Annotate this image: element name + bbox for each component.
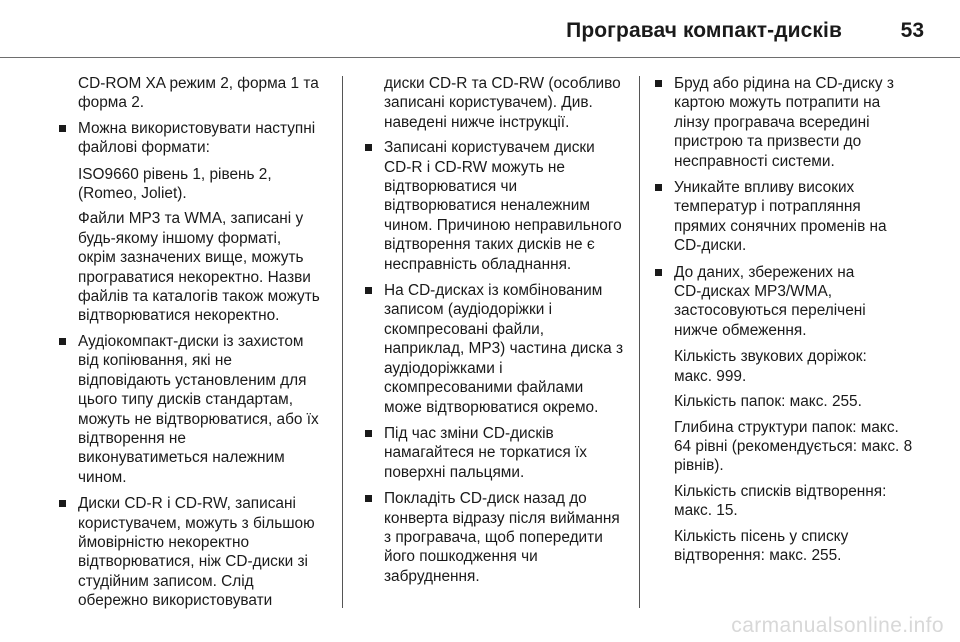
text-line: його пошкодження чи <box>384 548 538 566</box>
text-line: температур і потрапляння <box>674 198 861 216</box>
square-bullet-icon <box>655 184 662 191</box>
text-line: Бруд або рідина на CD-диску з <box>674 75 894 92</box>
text-line: відтворюватися некоректно. <box>78 307 280 325</box>
text-line: відтворення: макс. 255. <box>674 546 842 564</box>
page-number: 53 <box>900 19 924 42</box>
page-title: Програвач компакт-дисків <box>566 19 842 42</box>
text-line: CD-дисках MP3/WMA, <box>674 283 833 301</box>
text-line: Покладіть CD-диск назад до <box>384 490 587 508</box>
text-line: відтворюватися неналежним <box>384 197 590 215</box>
text-line: Кількість папок: макс. 255. <box>674 393 862 411</box>
text-line: 64 рівні (рекомендується: макс. 8 <box>674 437 913 455</box>
text-line: рівнів). <box>674 457 724 475</box>
text-line: несправності системи. <box>674 152 835 170</box>
text-line: користувачем, можуть з більшою <box>78 514 315 532</box>
bullet-item <box>654 74 924 171</box>
text-line: Диски CD-R і CD-RW, записані <box>78 495 296 513</box>
text-line: можуть не відтворюватися, або їх <box>78 410 319 428</box>
text-line: На CD-дисках із комбінованим <box>384 282 603 300</box>
paragraph <box>58 209 328 325</box>
text-line: скомпресованими файлами <box>384 379 584 397</box>
bullet-item <box>58 494 328 610</box>
text-column-3 <box>654 74 924 571</box>
text-line: окрім зазначених вище, можуть <box>78 249 304 267</box>
text-line: CD-R і CD-RW можуть не <box>384 158 565 176</box>
text-line: макс. 999. <box>674 367 747 385</box>
square-bullet-icon <box>655 80 662 87</box>
text-line: обережно використовувати <box>78 592 273 610</box>
text-line: чином. Причиною неправильного <box>384 216 622 234</box>
paragraph <box>654 527 924 566</box>
text-line: застосовуються перелічені <box>674 302 866 320</box>
text-line: CD-ROM XA режим 2, форма 1 та <box>78 75 319 92</box>
text-line: відповідають установленим для <box>78 371 307 389</box>
column-divider <box>342 76 343 608</box>
text-line: несправність обладнання. <box>384 255 572 273</box>
text-line: намагайтеся не торкатися їх <box>384 444 587 462</box>
text-line: наведені нижче інструкції. <box>384 113 570 131</box>
text-line: студійним записом. Слід <box>78 572 254 590</box>
bullet-item <box>364 138 630 274</box>
text-line: Кількість списків відтворення: <box>674 482 887 500</box>
text-line: Кількість пісень у списку <box>674 527 849 545</box>
paragraph <box>654 418 924 476</box>
text-line: картою можуть потрапити на <box>674 94 881 112</box>
text-line: пристрою та призвести до <box>674 133 862 151</box>
text-line: ймовірністю некоректно <box>78 533 250 551</box>
text-line: конверта відразу після виймання <box>384 509 620 527</box>
text-line: забруднення. <box>384 567 480 585</box>
bullet-item <box>58 332 328 487</box>
page-header <box>0 0 960 58</box>
text-line: виконуватиметься належним <box>78 449 285 467</box>
text-column-2 <box>364 74 630 593</box>
text-line: відтворюватися, ніж CD-диски зі <box>78 553 308 571</box>
text-line: диски CD-R та CD-RW (особливо <box>384 75 621 92</box>
paragraph <box>364 74 630 132</box>
square-bullet-icon <box>365 287 372 294</box>
bullet-item <box>364 489 630 586</box>
text-line: прямих сонячних променів на <box>674 217 887 235</box>
text-line: (Romeo, Joliet). <box>78 185 187 203</box>
bullet-item <box>654 263 924 341</box>
text-line: записані користувачем). Див. <box>384 94 593 112</box>
text-line: наприклад, MP3) частина диска з <box>384 340 624 358</box>
text-line: відтворення таких дисків не є <box>384 236 595 254</box>
square-bullet-icon <box>59 338 66 345</box>
text-line: записом (аудіодоріжки і <box>384 301 552 319</box>
text-line: До даних, збережених на <box>674 263 855 281</box>
text-line: Записані користувачем диски <box>384 139 595 157</box>
bullet-item <box>58 119 328 158</box>
text-line: лінзу програвача всередині <box>674 113 870 131</box>
text-line: цього типу дисків стандартам, <box>78 391 294 409</box>
square-bullet-icon <box>655 269 662 276</box>
square-bullet-icon <box>59 500 66 507</box>
text-line: відтворення не <box>78 429 186 447</box>
bullet-item <box>364 424 630 482</box>
square-bullet-icon <box>59 125 66 132</box>
text-line: Файли MP3 та WMA, записані у <box>78 210 304 228</box>
bullet-item <box>654 178 924 256</box>
text-line: макс. 15. <box>674 502 738 520</box>
text-line: скомпресовані файли, <box>384 320 545 338</box>
text-line: з програвача, щоб попередити <box>384 528 603 546</box>
text-line: ISO9660 рівень 1, рівень 2, <box>78 165 272 183</box>
text-line: чином. <box>78 468 127 486</box>
column-divider <box>639 76 640 608</box>
bullet-item <box>364 281 630 417</box>
text-line: Аудіокомпакт-диски із захистом <box>78 332 304 350</box>
text-line: поверхні пальцями. <box>384 463 525 481</box>
text-line: може відтворюватися окремо. <box>384 398 599 416</box>
text-line: Під час зміни CD-дисків <box>384 424 554 442</box>
square-bullet-icon <box>365 144 372 151</box>
text-line: від копіювання, які не <box>78 352 232 370</box>
paragraph <box>654 347 924 386</box>
text-line: нижче обмеження. <box>674 321 807 339</box>
watermark-text: carmanualsonline.info <box>731 614 944 637</box>
text-line: Уникайте впливу високих <box>674 179 855 197</box>
paragraph <box>654 392 924 411</box>
text-line: файлів та каталогів також можуть <box>78 288 320 306</box>
text-line: будь-якому іншому форматі, <box>78 229 282 247</box>
text-line: відтворюватися чи <box>384 178 518 196</box>
text-line: Можна використовувати наступні <box>78 119 316 137</box>
text-line: форма 2. <box>78 94 145 112</box>
square-bullet-icon <box>365 495 372 502</box>
text-line: Кількість звукових доріжок: <box>674 348 867 366</box>
text-column-1 <box>58 74 328 618</box>
header-divider <box>0 57 960 58</box>
square-bullet-icon <box>365 430 372 437</box>
text-line: аудіодоріжками і <box>384 359 503 377</box>
paragraph <box>58 165 328 204</box>
paragraph <box>58 74 328 113</box>
text-line: Глибина структури папок: макс. <box>674 418 899 436</box>
paragraph <box>654 482 924 521</box>
text-line: CD-диски. <box>674 237 747 255</box>
text-line: програватися некоректно. Назви <box>78 268 311 286</box>
text-line: файлові формати: <box>78 139 210 157</box>
